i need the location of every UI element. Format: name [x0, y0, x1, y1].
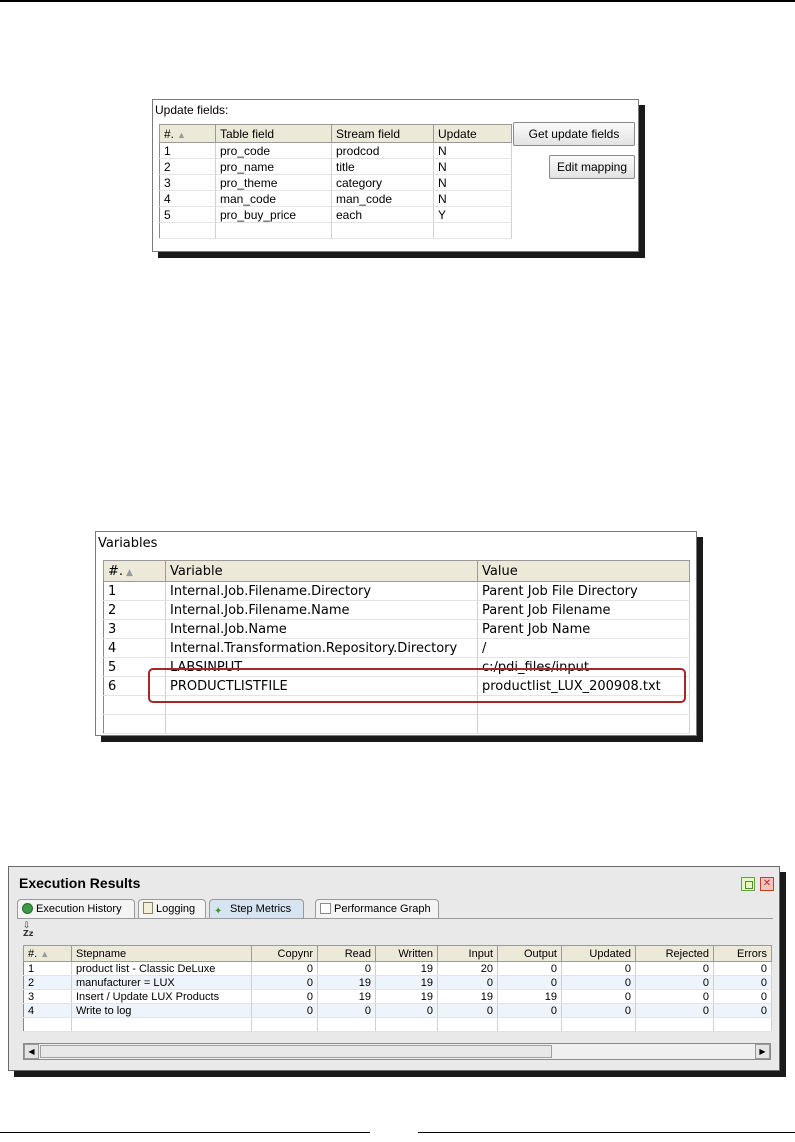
table-row[interactable] [24, 990, 772, 1004]
table-cell: Write to log [72, 1004, 252, 1018]
table-cell: Parent Job Name [478, 620, 690, 639]
variables-title: Variables [98, 536, 158, 551]
table-cell: 4 [24, 1004, 72, 1018]
table-cell [636, 1018, 714, 1032]
execution-results-title: Execution Results [19, 875, 141, 891]
tab-performance-graph[interactable]: Performance Graph [315, 899, 439, 919]
table-row[interactable] [160, 175, 512, 191]
table-cell: PRODUCTLISTFILE [166, 677, 478, 696]
table-cell: 0 [498, 1004, 562, 1018]
table-cell: Parent Job Filename [478, 601, 690, 620]
variables-panel [95, 531, 697, 736]
table-cell: 3 [160, 175, 216, 191]
table-cell: 1 [104, 582, 166, 601]
table-cell [438, 1018, 498, 1032]
table-cell: N [434, 175, 512, 191]
table-cell: Internal.Job.Filename.Name [166, 601, 478, 620]
table-cell: 2 [104, 601, 166, 620]
table-cell [498, 1018, 562, 1032]
col-header-output[interactable]: Output [498, 946, 562, 962]
table-cell: product list - Classic DeLuxe [72, 962, 252, 976]
table-cell: 0 [714, 990, 772, 1004]
table-cell: / [478, 639, 690, 658]
table-row[interactable] [104, 582, 690, 601]
table-cell [376, 1018, 438, 1032]
table-cell: title [332, 159, 434, 175]
table-cell: 0 [714, 1004, 772, 1018]
table-cell: 4 [104, 639, 166, 658]
empty-row[interactable] [104, 715, 690, 734]
table-cell: 0 [438, 976, 498, 990]
empty-row[interactable] [24, 1018, 772, 1032]
tab-logging[interactable]: Logging [138, 899, 206, 919]
maximize-icon[interactable] [741, 877, 755, 891]
table-cell: 0 [318, 1004, 376, 1018]
step-metrics-table [23, 945, 772, 1032]
table-cell: 4 [160, 191, 216, 207]
col-header-stream-field[interactable]: Stream field [332, 125, 434, 143]
col-header-update[interactable]: Update [434, 125, 512, 143]
col-header-errors[interactable]: Errors [714, 946, 772, 962]
table-cell: 19 [318, 990, 376, 1004]
table-cell: 5 [160, 207, 216, 223]
table-cell: 20 [438, 962, 498, 976]
table-row[interactable] [24, 962, 772, 976]
table-cell: 0 [636, 962, 714, 976]
tab-underline [17, 918, 773, 919]
footsteps-icon: ✦ [214, 906, 223, 917]
col-header-number[interactable]: #. ▲ [160, 125, 216, 143]
col-header-copynr[interactable]: Copynr [252, 946, 318, 962]
table-cell: 0 [714, 962, 772, 976]
table-cell [24, 1018, 72, 1032]
table-cell: 0 [252, 962, 318, 976]
execution-results-panel [8, 866, 780, 1071]
table-cell [332, 223, 434, 239]
col-header-table-field[interactable]: Table field [216, 125, 332, 143]
table-cell: productlist_LUX_200908.txt [478, 677, 690, 696]
table-cell: pro_name [216, 159, 332, 175]
table-cell [160, 223, 216, 239]
highlight-box [148, 668, 686, 703]
history-icon [22, 903, 33, 914]
table-cell [434, 223, 512, 239]
table-cell: Insert / Update LUX Products [72, 990, 252, 1004]
col-header-read[interactable]: Read [318, 946, 376, 962]
table-cell: 1 [24, 962, 72, 976]
table-cell: 0 [636, 990, 714, 1004]
table-cell [216, 223, 332, 239]
footer-rule-right [418, 1132, 795, 1133]
table-cell: pro_theme [216, 175, 332, 191]
table-cell: 6 [104, 677, 166, 696]
table-cell [166, 715, 478, 734]
table-cell: 0 [252, 990, 318, 1004]
table-cell: 0 [318, 962, 376, 976]
table-cell: 2 [160, 159, 216, 175]
tab-step-metrics[interactable]: ✦ Step Metrics [209, 899, 304, 919]
scrollbar-thumb[interactable] [40, 1045, 552, 1058]
table-row[interactable] [24, 976, 772, 990]
table-row[interactable] [160, 159, 512, 175]
update-fields-table [159, 124, 512, 239]
col-header-input[interactable]: Input [438, 946, 498, 962]
table-cell: 19 [376, 962, 438, 976]
table-cell: N [434, 191, 512, 207]
tab-execution-history[interactable]: Execution History [17, 899, 135, 919]
table-cell: 0 [498, 962, 562, 976]
get-update-fields-button[interactable]: Get update fields [513, 122, 635, 146]
table-cell: 0 [562, 962, 636, 976]
table-cell: N [434, 143, 512, 159]
horizontal-scrollbar[interactable] [23, 1043, 771, 1060]
table-row[interactable] [160, 191, 512, 207]
table-cell: each [332, 207, 434, 223]
table-cell [252, 1018, 318, 1032]
table-cell: Internal.Job.Filename.Directory [166, 582, 478, 601]
footer-rule-left [0, 1132, 370, 1133]
table-cell: 19 [376, 990, 438, 1004]
table-cell: N [434, 159, 512, 175]
scroll-icon [143, 902, 153, 914]
table-cell [104, 715, 166, 734]
variables-table [103, 560, 690, 734]
table-cell: 19 [376, 976, 438, 990]
table-cell: c:/pdi_files/input [478, 658, 690, 677]
table-cell: 19 [438, 990, 498, 1004]
table-cell: 3 [104, 620, 166, 639]
col-header-variable[interactable]: Variable [166, 561, 478, 582]
table-cell: man_code [332, 191, 434, 207]
table-cell: 0 [636, 1004, 714, 1018]
table-cell: prodcod [332, 143, 434, 159]
table-cell: 2 [24, 976, 72, 990]
table-cell [714, 1018, 772, 1032]
table-cell: 19 [318, 976, 376, 990]
table-cell [478, 715, 690, 734]
table-cell: 1 [160, 143, 216, 159]
table-cell: Internal.Job.Name [166, 620, 478, 639]
table-cell: Internal.Transformation.Repository.Directory [166, 639, 478, 658]
table-cell: man_code [216, 191, 332, 207]
table-cell [318, 1018, 376, 1032]
table-row[interactable] [104, 639, 690, 658]
close-icon[interactable]: ✕ [760, 877, 774, 891]
table-cell: pro_code [216, 143, 332, 159]
table-cell: category [332, 175, 434, 191]
table-cell: 0 [438, 1004, 498, 1018]
table-row[interactable] [24, 1004, 772, 1018]
table-row[interactable] [104, 620, 690, 639]
table-row[interactable] [104, 601, 690, 620]
update-fields-panel [152, 99, 639, 252]
table-cell: 0 [376, 1004, 438, 1018]
table-row[interactable] [160, 143, 512, 159]
table-cell: 0 [714, 976, 772, 990]
col-header-value[interactable]: Value [478, 561, 690, 582]
graph-icon [320, 903, 331, 914]
table-cell: 0 [498, 976, 562, 990]
table-cell: 0 [562, 990, 636, 1004]
scroll-right-icon[interactable]: ▶ [755, 1044, 770, 1059]
table-cell: 0 [636, 976, 714, 990]
table-cell: Parent Job File Directory [478, 582, 690, 601]
table-cell: 0 [252, 1004, 318, 1018]
table-cell: LABSINPUT [166, 658, 478, 677]
sort-icon[interactable]: ⇩ Zz [23, 921, 34, 938]
col-header-stepname[interactable]: Stepname [72, 946, 252, 962]
table-cell: 0 [562, 1004, 636, 1018]
col-header-rejected[interactable]: Rejected [636, 946, 714, 962]
table-cell: 5 [104, 658, 166, 677]
page-top-rule [0, 0, 795, 2]
table-row[interactable] [160, 207, 512, 223]
table-cell: manufacturer = LUX [72, 976, 252, 990]
table-cell [562, 1018, 636, 1032]
empty-row[interactable] [160, 223, 512, 239]
scroll-left-icon[interactable]: ◀ [24, 1044, 39, 1059]
col-header-number[interactable]: #. ▲ [104, 561, 166, 582]
table-cell: 0 [252, 976, 318, 990]
table-cell: 19 [498, 990, 562, 1004]
table-cell: Y [434, 207, 512, 223]
edit-mapping-button[interactable]: Edit mapping [549, 155, 635, 179]
col-header-written[interactable]: Written [376, 946, 438, 962]
col-header-updated[interactable]: Updated [562, 946, 636, 962]
update-fields-title: Update fields: [155, 103, 229, 117]
table-cell [72, 1018, 252, 1032]
col-header-number[interactable]: #. ▲ [24, 946, 72, 962]
table-cell: 0 [562, 976, 636, 990]
table-cell: pro_buy_price [216, 207, 332, 223]
table-cell: 3 [24, 990, 72, 1004]
